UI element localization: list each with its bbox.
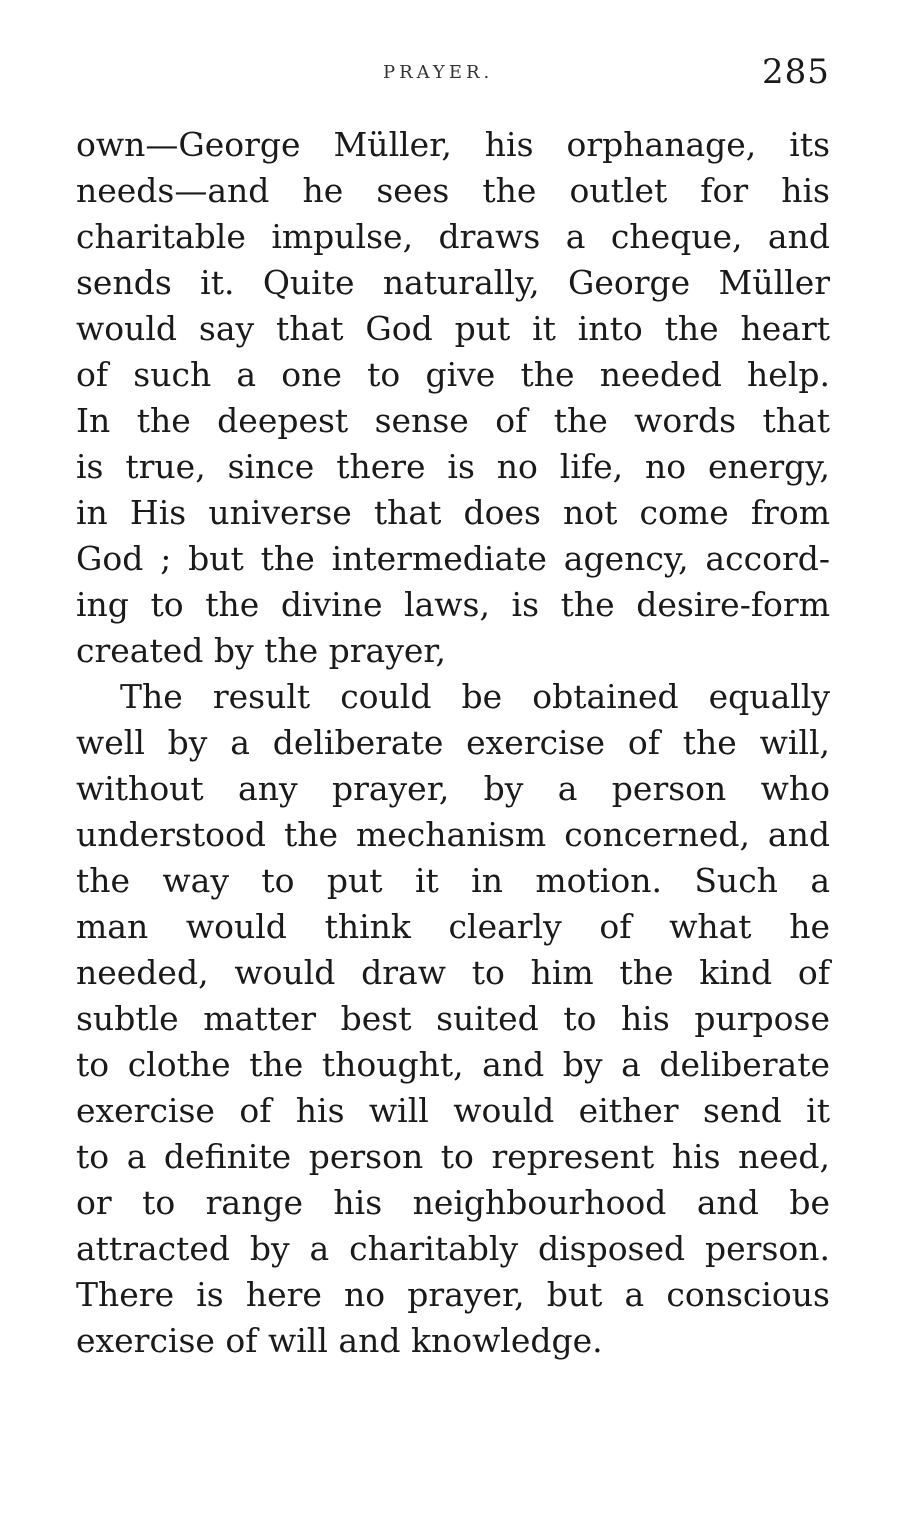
running-title: PRAYER. xyxy=(383,62,494,83)
text-line: God ; but the intermediate agency, accord- xyxy=(76,539,830,578)
text-line: to a definite person to represent his need, xyxy=(76,1137,830,1176)
text-line: attracted by a charitably disposed person. xyxy=(76,1229,830,1268)
text-line: without any prayer, by a person who xyxy=(76,769,830,808)
text-line: understood the mechanism concerned, and xyxy=(76,815,830,854)
text-line: needed, would draw to him the kind of xyxy=(76,953,830,992)
text-line: of such a one to give the needed help. xyxy=(76,355,830,394)
text-line: subtle matter best suited to his purpose xyxy=(76,999,830,1038)
page-number: 285 xyxy=(762,52,830,92)
text-line: sends it. Quite naturally, George Müller xyxy=(76,263,830,302)
paragraph-1 xyxy=(76,122,830,674)
text-line: to clothe the thought, and by a deliberate xyxy=(76,1045,830,1084)
text-line: or to range his neighbourhood and be xyxy=(76,1183,830,1222)
text-line: In the deepest sense of the words that xyxy=(76,401,830,440)
text-line: ing to the divine laws, is the desire-form xyxy=(76,585,830,624)
text-line: exercise of his will would either send it xyxy=(76,1091,830,1130)
body-text xyxy=(76,122,830,1364)
paragraph-2 xyxy=(76,674,830,1364)
text-line: created by the prayer, xyxy=(76,631,447,670)
text-line: well by a deliberate exercise of the will, xyxy=(76,723,830,762)
text-line: the way to put it in motion. Such a xyxy=(76,861,830,900)
text-line: in His universe that does not come from xyxy=(76,493,830,532)
text-line: is true, since there is no life, no energy, xyxy=(76,447,830,486)
text-line: exercise of will and knowledge. xyxy=(76,1321,603,1360)
text-line: There is here no prayer, but a conscious xyxy=(76,1275,830,1314)
text-line: own—George Müller, his orphanage, its xyxy=(76,125,830,164)
text-line: needs—and he sees the outlet for his xyxy=(76,171,830,210)
running-head xyxy=(0,52,900,92)
text-line: man would think clearly of what he xyxy=(76,907,830,946)
text-line: would say that God put it into the heart xyxy=(76,309,830,348)
text-line: charitable impulse, draws a cheque, and xyxy=(76,217,830,256)
text-line: The result could be obtained equally xyxy=(120,677,830,716)
